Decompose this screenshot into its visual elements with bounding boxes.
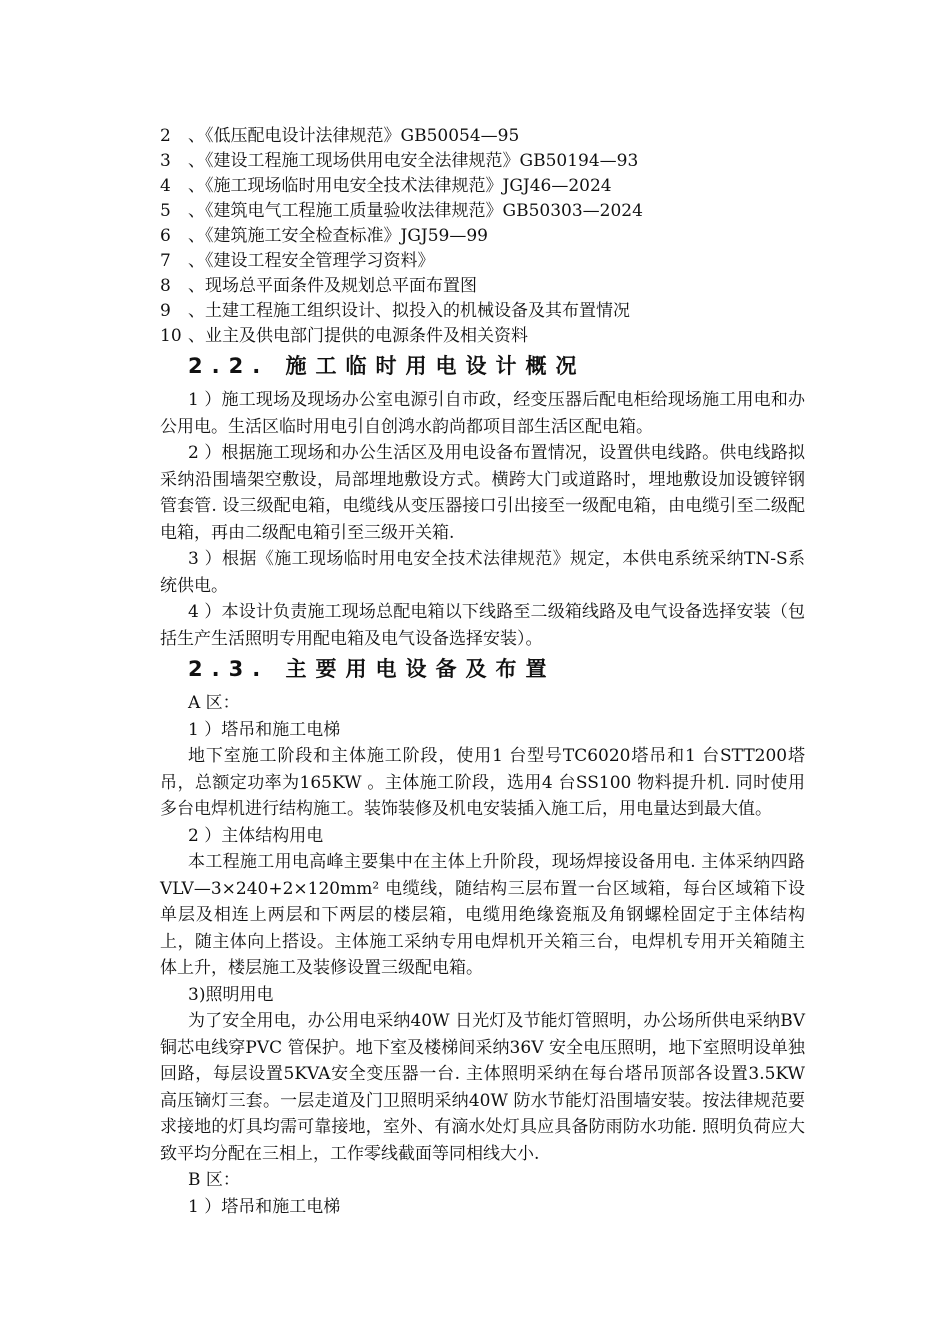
paragraph: 2 ）根据施工现场和办公生活区及用电设备布置情况，设置供电线路。供电线路拟采纳沿围墙架空敷设，局部埋地敷设方式。横跨大门或道路时，埋地敷设加设镀锌钢管套管. 设三级配电箱，电缆线从变压器接口引出接至一级配电箱，由电缆引至二级配电箱，再由二级配电箱引至三级开关箱. [160,443,805,543]
paragraph: 1 ）施工现场及现场办公室电源引自市政，经变压器后配电柜给现场施工用电和办公用电。生活区临时用电引自创鸿水韵尚都项目部生活区配电箱。 [160,390,805,437]
section-heading-2-3: 2.3. 主要用电设备及布置 [188,657,556,681]
reference-text: 、业主及供电部门提供的电源条件及相关资料 [188,326,528,346]
reference-number: 5 [160,201,171,221]
reference-item [160,124,805,149]
subheading: 1 ）塔吊和施工电梯 [188,719,341,740]
reference-number: 2 [160,126,171,146]
reference-text: 、《建筑施工安全检查标准》JGJ59—99 [188,226,488,246]
reference-number: 3 [160,151,171,171]
zone-a-label: A 区： [188,693,240,713]
reference-number: 7 [160,251,171,271]
reference-number: 6 [160,226,171,246]
reference-list [160,124,805,349]
reference-text: 、《建筑电气工程施工质量验收法律规范》GB50303—2024 [188,201,643,221]
reference-item [160,149,805,174]
reference-item [160,174,805,199]
reference-text: 、土建工程施工组织设计、拟投入的机械设备及其布置情况 [188,301,630,321]
paragraph: 4 ）本设计负责施工现场总配电箱以下线路至二级箱线路及电气设备选择安装（包括生产生活照明专用配电箱及电气设备选择安装）。 [160,602,805,649]
document-body [160,124,805,1220]
paragraph: 本工程施工用电高峰主要集中在主体上升阶段，现场焊接设备用电. 主体采纳四路VLV—3×240+2×120mm² 电缆线，随结构三层布置一台区域箱，每台区域箱下设单层及相连上两层和下两层的楼层箱，电缆用绝缘瓷瓶及角钢螺栓固定于主体结构上，随主体向上搭设。主体施工采纳专用电焊机开关箱三台，电焊机专用开关箱随主体上升，楼层施工及装修设置三级配电箱。 [160,852,805,978]
section-heading-2-2: 2.2. 施工临时用电设计概况 [188,354,586,378]
reference-number: 8 [160,276,171,296]
paragraph: 地下室施工阶段和主体施工阶段，使用1 台型号TC6020塔吊和1 台STT200塔吊，总额定功率为165KW 。主体施工阶段，选用4 台SS100 物料提升机. 同时使用多台电焊机进行结构施工。装饰装修及机电安装插入施工后，用电量达到最大值。 [160,746,805,819]
paragraph: 为了安全用电，办公用电采纳40W 日光灯及节能灯管照明，办公场所供电采纳BV铜芯电线穿PVC 管保护。地下室及楼梯间采纳36V 安全电压照明，地下室照明设单独回路，每层设置5KVA安全变压器一台. 主体照明采纳在每台塔吊顶部各设置3.5KW 高压镝灯三套。一层走道及门卫照明采纳40W 防水节能灯沿围墙安装。按法律规范要求接地的灯具均需可靠接地，室外、有滴水处灯具应具备防雨防水功能. 照明负荷应大致平均分配在三相上，工作零线截面等同相线大小. [160,1011,805,1164]
subheading: 1 ）塔吊和施工电梯 [188,1196,341,1217]
paragraph: 3 ）根据《施工现场临时用电安全技术法律规范》规定，本供电系统采纳TN-S系统供电。 [160,549,805,596]
reference-number: 4 [160,176,171,196]
zone-b-label: B 区： [188,1170,240,1190]
reference-text: 、《建设工程安全管理学习资料》 [188,251,435,271]
reference-item [160,274,805,299]
reference-text: 、《低压配电设计法律规范》GB50054—95 [188,126,520,146]
reference-number: 9 [160,301,171,321]
reference-item [160,249,805,274]
reference-item [160,224,805,249]
reference-number: 10 [160,326,182,346]
subheading: 3)照明用电 [188,984,274,1005]
subheading: 2 ）主体结构用电 [188,825,324,846]
reference-text: 、现场总平面条件及规划总平面布置图 [188,276,477,296]
reference-text: 、《建设工程施工现场供用电安全法律规范》GB50194—93 [188,151,639,171]
reference-item [160,199,805,224]
reference-item [160,299,805,324]
reference-item [160,324,805,349]
reference-text: 、《施工现场临时用电安全技术法律规范》JGJ46—2024 [188,176,612,196]
